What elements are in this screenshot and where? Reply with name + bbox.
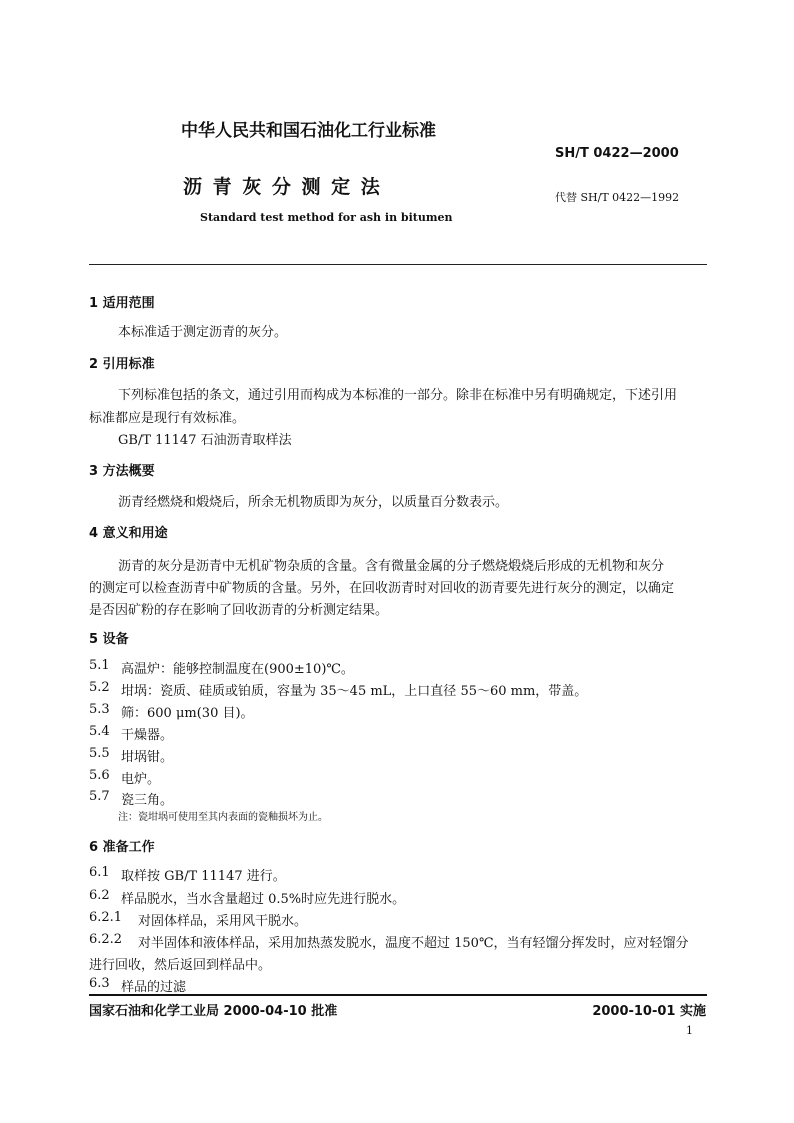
item-text: 电炉。 [121,772,161,787]
item-text-continued: 进行回收，然后返回到样品中。 [89,958,272,973]
section-3-heading: 3 方法概要 [89,464,155,479]
item-number: 6.2 [89,888,110,903]
replaces-standard: 代替 SH/T 0422—1992 [555,191,680,204]
page-number: 1 [686,1024,693,1037]
section-2-text-line-1: 下列标准包括的条文，通过引用而构成为本标准的一部分。除非在标准中另有明确规定，下述引用 [118,388,678,403]
item-number: 6.3 [89,976,110,991]
item-text: 瓷三角。 [121,793,174,808]
section-4-text-line-2: 的测定可以检查沥青中矿物质的含量。另外，在回收沥青时对回收的沥青要先进行灰分的测定，以确定 [89,581,675,596]
item-number: 5.2 [89,680,110,695]
section-5-note: 注：瓷坩埚可使用至其内表面的瓷釉损坏为止。 [118,812,328,823]
item-text: 筛：600 μm(30 目)。 [121,706,254,721]
section-6-heading: 6 准备工作 [89,840,155,855]
section-1-heading: 1 适用范围 [89,296,155,311]
footer-divider [89,994,707,996]
item-text: 高温炉：能够控制温度在(900±10)℃。 [121,662,354,677]
section-4-text-line-3: 是否因矿粉的存在影响了回收沥青的分析测定结果。 [89,603,389,618]
item-text: 干燥器。 [121,728,174,743]
item-number: 6.2.2 [89,932,123,947]
item-text: 对半固体和液体样品，采用加热蒸发脱水，温度不超过 150℃，当有轻馏分挥发时，应对轻馏分 [138,936,689,951]
item-text: 取样按 GB/T 11147 进行。 [121,869,286,884]
item-text: 坩埚钳。 [121,750,174,765]
item-number: 6.2.1 [89,910,123,925]
section-5-heading: 5 设备 [89,632,129,647]
item-text: 对固体样品，采用风干脱水。 [138,914,308,929]
item-text: 样品的过滤 [121,980,187,995]
document-title: 沥 青 灰 分 测 定 法 [183,176,382,198]
item-number: 5.4 [89,724,110,739]
item-text: 坩埚：瓷质、硅质或铂质，容量为 35～45 mL，上口直径 55～60 mm，带盖。 [121,684,588,699]
section-4-heading: 4 意义和用途 [89,526,168,541]
section-1-text: 本标准适于测定沥青的灰分。 [118,325,288,340]
effective-date: 2000-10-01 实施 [592,1004,706,1019]
section-2-text-line-2: 标准都应是现行有效标准。 [89,411,246,426]
section-2-heading: 2 引用标准 [89,357,155,372]
standard-code: SH/T 0422—2000 [555,146,679,161]
item-text: 样品脱水，当水含量超过 0.5%时应先进行脱水。 [121,892,406,907]
english-title: Standard test method for ash in bitumen [200,211,453,224]
item-number: 5.3 [89,702,110,717]
section-2-reference: GB/T 11147 石油沥青取样法 [118,433,292,448]
approval-date: 国家石油和化学工业局 2000-04-10 批准 [89,1004,338,1019]
header-divider [89,264,707,265]
section-3-text: 沥青经燃烧和煅烧后，所余无机物质即为灰分，以质量百分数表示。 [118,495,509,510]
item-number: 5.5 [89,746,110,761]
item-number: 5.7 [89,789,110,804]
item-number: 6.1 [89,865,110,880]
section-4-text-line-1: 沥青的灰分是沥青中无机矿物杂质的含量。含有微量金属的分子燃烧煅烧后形成的无机物和灰分 [118,559,665,574]
issuing-body: 中华人民共和国石油化工行业标准 [181,121,436,141]
item-number: 5.6 [89,768,110,783]
item-number: 5.1 [89,658,110,673]
